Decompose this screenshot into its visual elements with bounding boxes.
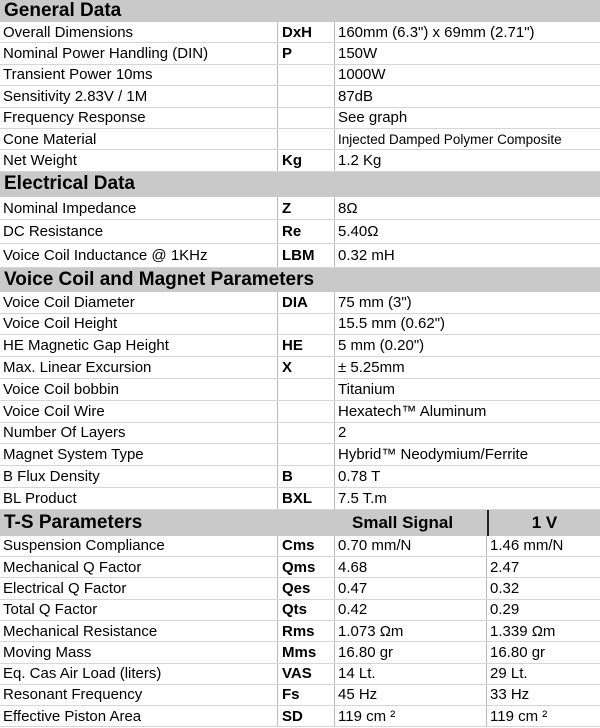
spec-label: Cone Material [0,129,278,149]
section-header: Electrical Data [0,172,600,197]
spec-row [0,43,600,64]
section-header: Voice Coil and Magnet Parameters [0,268,600,292]
spec-value: 5 mm (0.20") [338,337,425,355]
small-signal-value: 119 cm ² [335,706,487,726]
spec-row [0,244,600,268]
spec-symbol: Mms [278,642,335,662]
spec-label: Electrical Q Factor [0,578,278,598]
section-voice-coil-and-magnet-parameters [0,268,600,510]
spec-label: Effective Piston Area [0,706,278,726]
spec-symbol: Qms [278,557,335,577]
spec-row [0,444,600,466]
spec-value: 15.5 mm (0.62") [338,315,446,333]
spec-symbol: Re [278,220,335,243]
section-electrical-data [0,172,600,268]
spec-label: Voice Coil Diameter [0,292,278,313]
spec-label: Magnet System Type [0,444,278,465]
one-volt-value: 16.80 gr [490,643,546,661]
small-signal-value: 0.70 mm/N [335,536,487,556]
spec-value: Injected Damped Polymer Composite [338,131,562,147]
spec-symbol: LBM [278,244,335,267]
spec-row [0,488,600,510]
spec-row [0,129,600,150]
spec-value: ± 5.25mm [338,359,405,377]
spec-symbol [278,65,335,85]
ts-row [0,600,600,621]
spec-label: Voice Coil Height [0,314,278,335]
ts-row [0,621,600,642]
spec-symbol: Cms [278,536,335,556]
spec-label: Transient Power 10ms [0,65,278,85]
spec-label: Eq. Cas Air Load (liters) [0,664,278,684]
spec-label: Voice Coil bobbin [0,379,278,400]
spec-symbol [278,86,335,106]
ts-row [0,536,600,557]
spec-symbol: Qes [278,578,335,598]
spec-symbol [278,423,335,444]
spec-row [0,65,600,86]
small-signal-value: 14 Lt. [335,664,487,684]
spec-symbol: Fs [278,685,335,705]
spec-value: 160mm (6.3") x 69mm (2.71") [338,23,535,41]
spec-value: Hybrid™ Neodymium/Ferrite [338,446,529,464]
spec-value: 5.40Ω [338,223,379,241]
section-t-s-parameters [0,510,600,728]
one-volt-value: 1.46 mm/N [490,537,564,555]
spec-value: 0.78 T [338,468,381,486]
spec-symbol [278,129,335,149]
spec-label: BL Product [0,488,278,509]
spec-row [0,108,600,129]
spec-value: 75 mm (3") [338,293,412,311]
spec-symbol [278,444,335,465]
spec-row [0,357,600,379]
spec-label: HE Magnetic Gap Height [0,335,278,356]
spec-label: Nominal Power Handling (DIN) [0,43,278,63]
spec-value: 7.5 T.m [338,489,387,507]
one-volt-value: 33 Hz [490,686,530,704]
spec-label: Mechanical Q Factor [0,557,278,577]
spec-value: 150W [338,45,378,63]
spec-row [0,197,600,221]
spec-label: Voice Coil Inductance @ 1KHz [0,244,278,267]
spec-symbol: BXL [278,488,335,509]
ts-row [0,706,600,727]
one-volt-value: 119 cm ² [490,707,548,725]
ts-row [0,642,600,663]
spec-label: B Flux Density [0,466,278,487]
spec-symbol [278,108,335,128]
spec-row [0,220,600,244]
one-volt-value: 2.47 [490,558,520,576]
spec-symbol: Qts [278,600,335,620]
one-volt-value: 0.29 [490,601,520,619]
spec-label: DC Resistance [0,220,278,243]
ts-row [0,685,600,706]
spec-symbol: P [278,43,335,63]
ts-title: T-S Parameters [4,511,143,533]
small-signal-value: 0.42 [335,600,487,620]
spec-row [0,379,600,401]
spec-symbol: Kg [278,150,335,170]
spec-symbol [278,314,335,335]
ts-row [0,664,600,685]
spec-label: Suspension Compliance [0,536,278,556]
spec-label: Net Weight [0,150,278,170]
spec-value: Hexatech™ Aluminum [338,402,487,420]
ts-row [0,557,600,578]
one-volt-value: 29 Lt. [490,665,528,683]
spec-symbol: Rms [278,621,335,641]
spec-label: Max. Linear Excursion [0,357,278,378]
spec-row [0,401,600,423]
small-signal-value: 4.68 [335,557,487,577]
spec-value: 1.2 Kg [338,152,382,170]
spec-row [0,150,600,171]
spec-value: See graph [338,109,408,127]
small-signal-value: 1.073 Ωm [335,621,487,641]
spec-symbol [278,401,335,422]
spec-symbol: DIA [278,292,335,313]
one-volt-value: 1.339 Ωm [490,622,556,640]
spec-value: 1000W [338,66,386,84]
spec-symbol: DxH [278,22,335,42]
spec-label: Total Q Factor [0,600,278,620]
section-header: General Data [0,0,600,22]
spec-row [0,22,600,43]
column-header-1v: 1 V [487,510,600,536]
spec-symbol: HE [278,335,335,356]
section-general-data [0,0,600,172]
spec-value: 87dB [338,87,374,105]
spec-label: Overall Dimensions [0,22,278,42]
spec-label: Nominal Impedance [0,197,278,220]
spec-symbol: B [278,466,335,487]
spec-row [0,292,600,314]
spec-row [0,86,600,107]
small-signal-value: 16.80 gr [335,642,487,662]
spec-value: 0.32 mH [338,246,395,264]
spec-label: Moving Mass [0,642,278,662]
spec-label: Resonant Frequency [0,685,278,705]
spec-value: Titanium [338,380,395,398]
spec-row [0,466,600,488]
spec-symbol: X [278,357,335,378]
spec-symbol: SD [278,706,335,726]
spec-symbol: VAS [278,664,335,684]
spec-value: 2 [338,424,347,442]
spec-row [0,314,600,336]
spec-row [0,335,600,357]
spec-label: Mechanical Resistance [0,621,278,641]
spec-value: 8Ω [338,199,358,217]
spec-row [0,423,600,445]
spec-symbol [278,379,335,400]
ts-row [0,578,600,599]
column-header-small-signal: Small Signal [352,512,454,532]
spec-symbol: Z [278,197,335,220]
spec-label: Sensitivity 2.83V / 1M [0,86,278,106]
small-signal-value: 45 Hz [335,685,487,705]
small-signal-value: 0.47 [335,578,487,598]
spec-label: Voice Coil Wire [0,401,278,422]
spec-label: Frequency Response [0,108,278,128]
section-header [0,510,600,536]
one-volt-value: 0.32 [490,580,520,597]
spec-label: Number Of Layers [0,423,278,444]
